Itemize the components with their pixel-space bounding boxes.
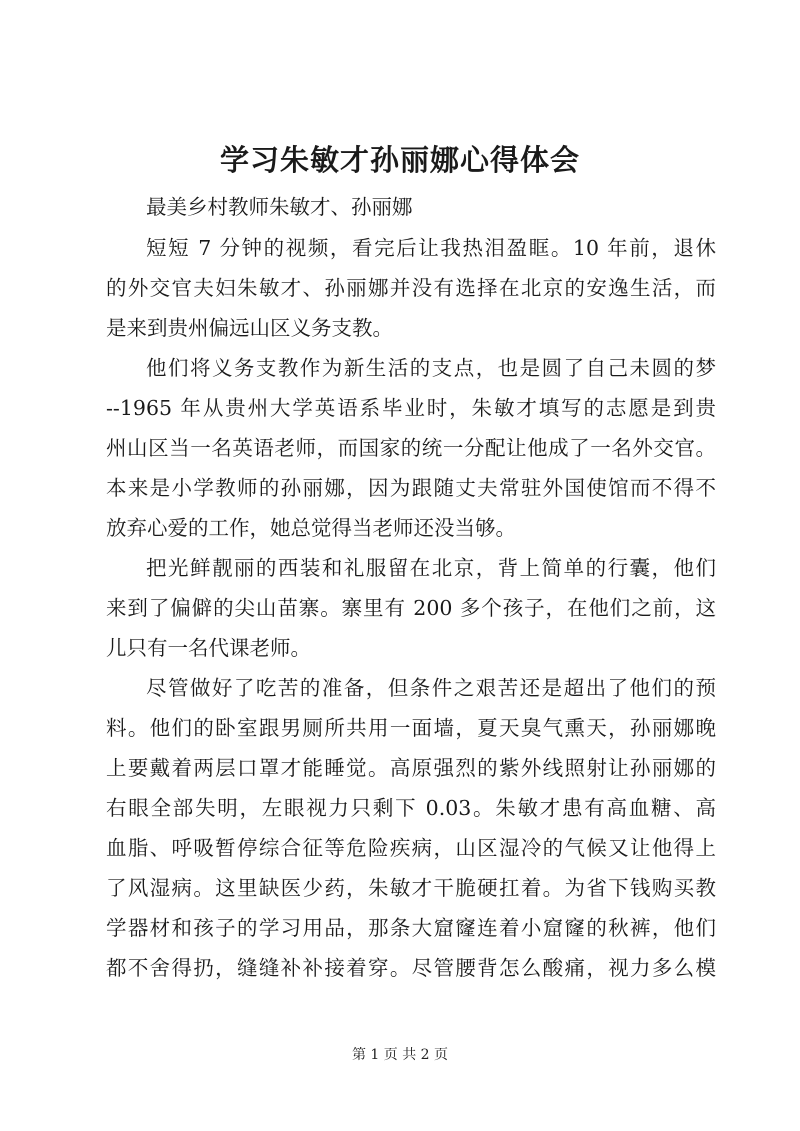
- paragraph-line: 州山区当一名英语老师，而国家的统一分配让他成了一名外交官。: [106, 436, 716, 460]
- paragraph-line: 了风湿病。这里缺医少药，朱敏才干脆硬扛着。为省下钱购买教: [106, 876, 716, 900]
- paragraph-line: 放弃心爱的工作，她总觉得当老师还没当够。: [106, 516, 516, 540]
- page-number-footer: 第 1 页 共 2 页: [351, 1047, 449, 1063]
- subtitle-line: 最美乡村教师朱敏才、孙丽娜: [146, 195, 413, 219]
- paragraph-line: 短短 7 分钟的视频，看完后让我热泪盈眶。10 年前，退休: [146, 236, 716, 260]
- paragraph-line: 是来到贵州偏远山区义务支教。: [106, 316, 393, 340]
- paragraph-line: 来到了偏僻的尖山苗寨。寨里有 200 多个孩子，在他们之前，这: [106, 596, 716, 620]
- paragraph-line: 儿只有一名代课老师。: [106, 636, 311, 660]
- paragraph-line: 上要戴着两层口罩才能睡觉。高原强烈的紫外线照射让孙丽娜的: [106, 756, 716, 780]
- page-title: 学习朱敏才孙丽娜心得体会: [219, 143, 580, 177]
- paragraph-line: 血脂、呼吸暂停综合征等危险疾病，山区湿冷的气候又让他得上: [106, 836, 716, 860]
- paragraph-line: 右眼全部失明，左眼视力只剩下 0.03。朱敏才患有高血糖、高: [106, 796, 716, 820]
- paragraph-line: 料。他们的卧室跟男厕所共用一面墙，夏天臭气熏天，孙丽娜晚: [106, 716, 716, 740]
- paragraph-line: 本来是小学教师的孙丽娜，因为跟随丈夫常驻外国使馆而不得不: [106, 476, 716, 500]
- paragraph-line: 的外交官夫妇朱敏才、孙丽娜并没有选择在北京的安逸生活，而: [106, 276, 716, 300]
- paragraph-line: --1965 年从贵州大学英语系毕业时，朱敏才填写的志愿是到贵: [106, 396, 716, 420]
- paragraph-line: 尽管做好了吃苦的准备，但条件之艰苦还是超出了他们的预: [146, 676, 716, 700]
- paragraph-line: 他们将义务支教作为新生活的支点，也是圆了自己未圆的梦: [146, 356, 716, 380]
- paragraph-line: 都不舍得扔，缝缝补补接着穿。尽管腰背怎么酸痛，视力多么模: [106, 956, 716, 980]
- paragraph-line: 把光鲜靓丽的西装和礼服留在北京，背上简单的行囊，他们: [146, 556, 716, 580]
- paragraph-line: 学器材和孩子的学习用品，那条大窟窿连着小窟窿的秋裤，他们: [106, 916, 716, 940]
